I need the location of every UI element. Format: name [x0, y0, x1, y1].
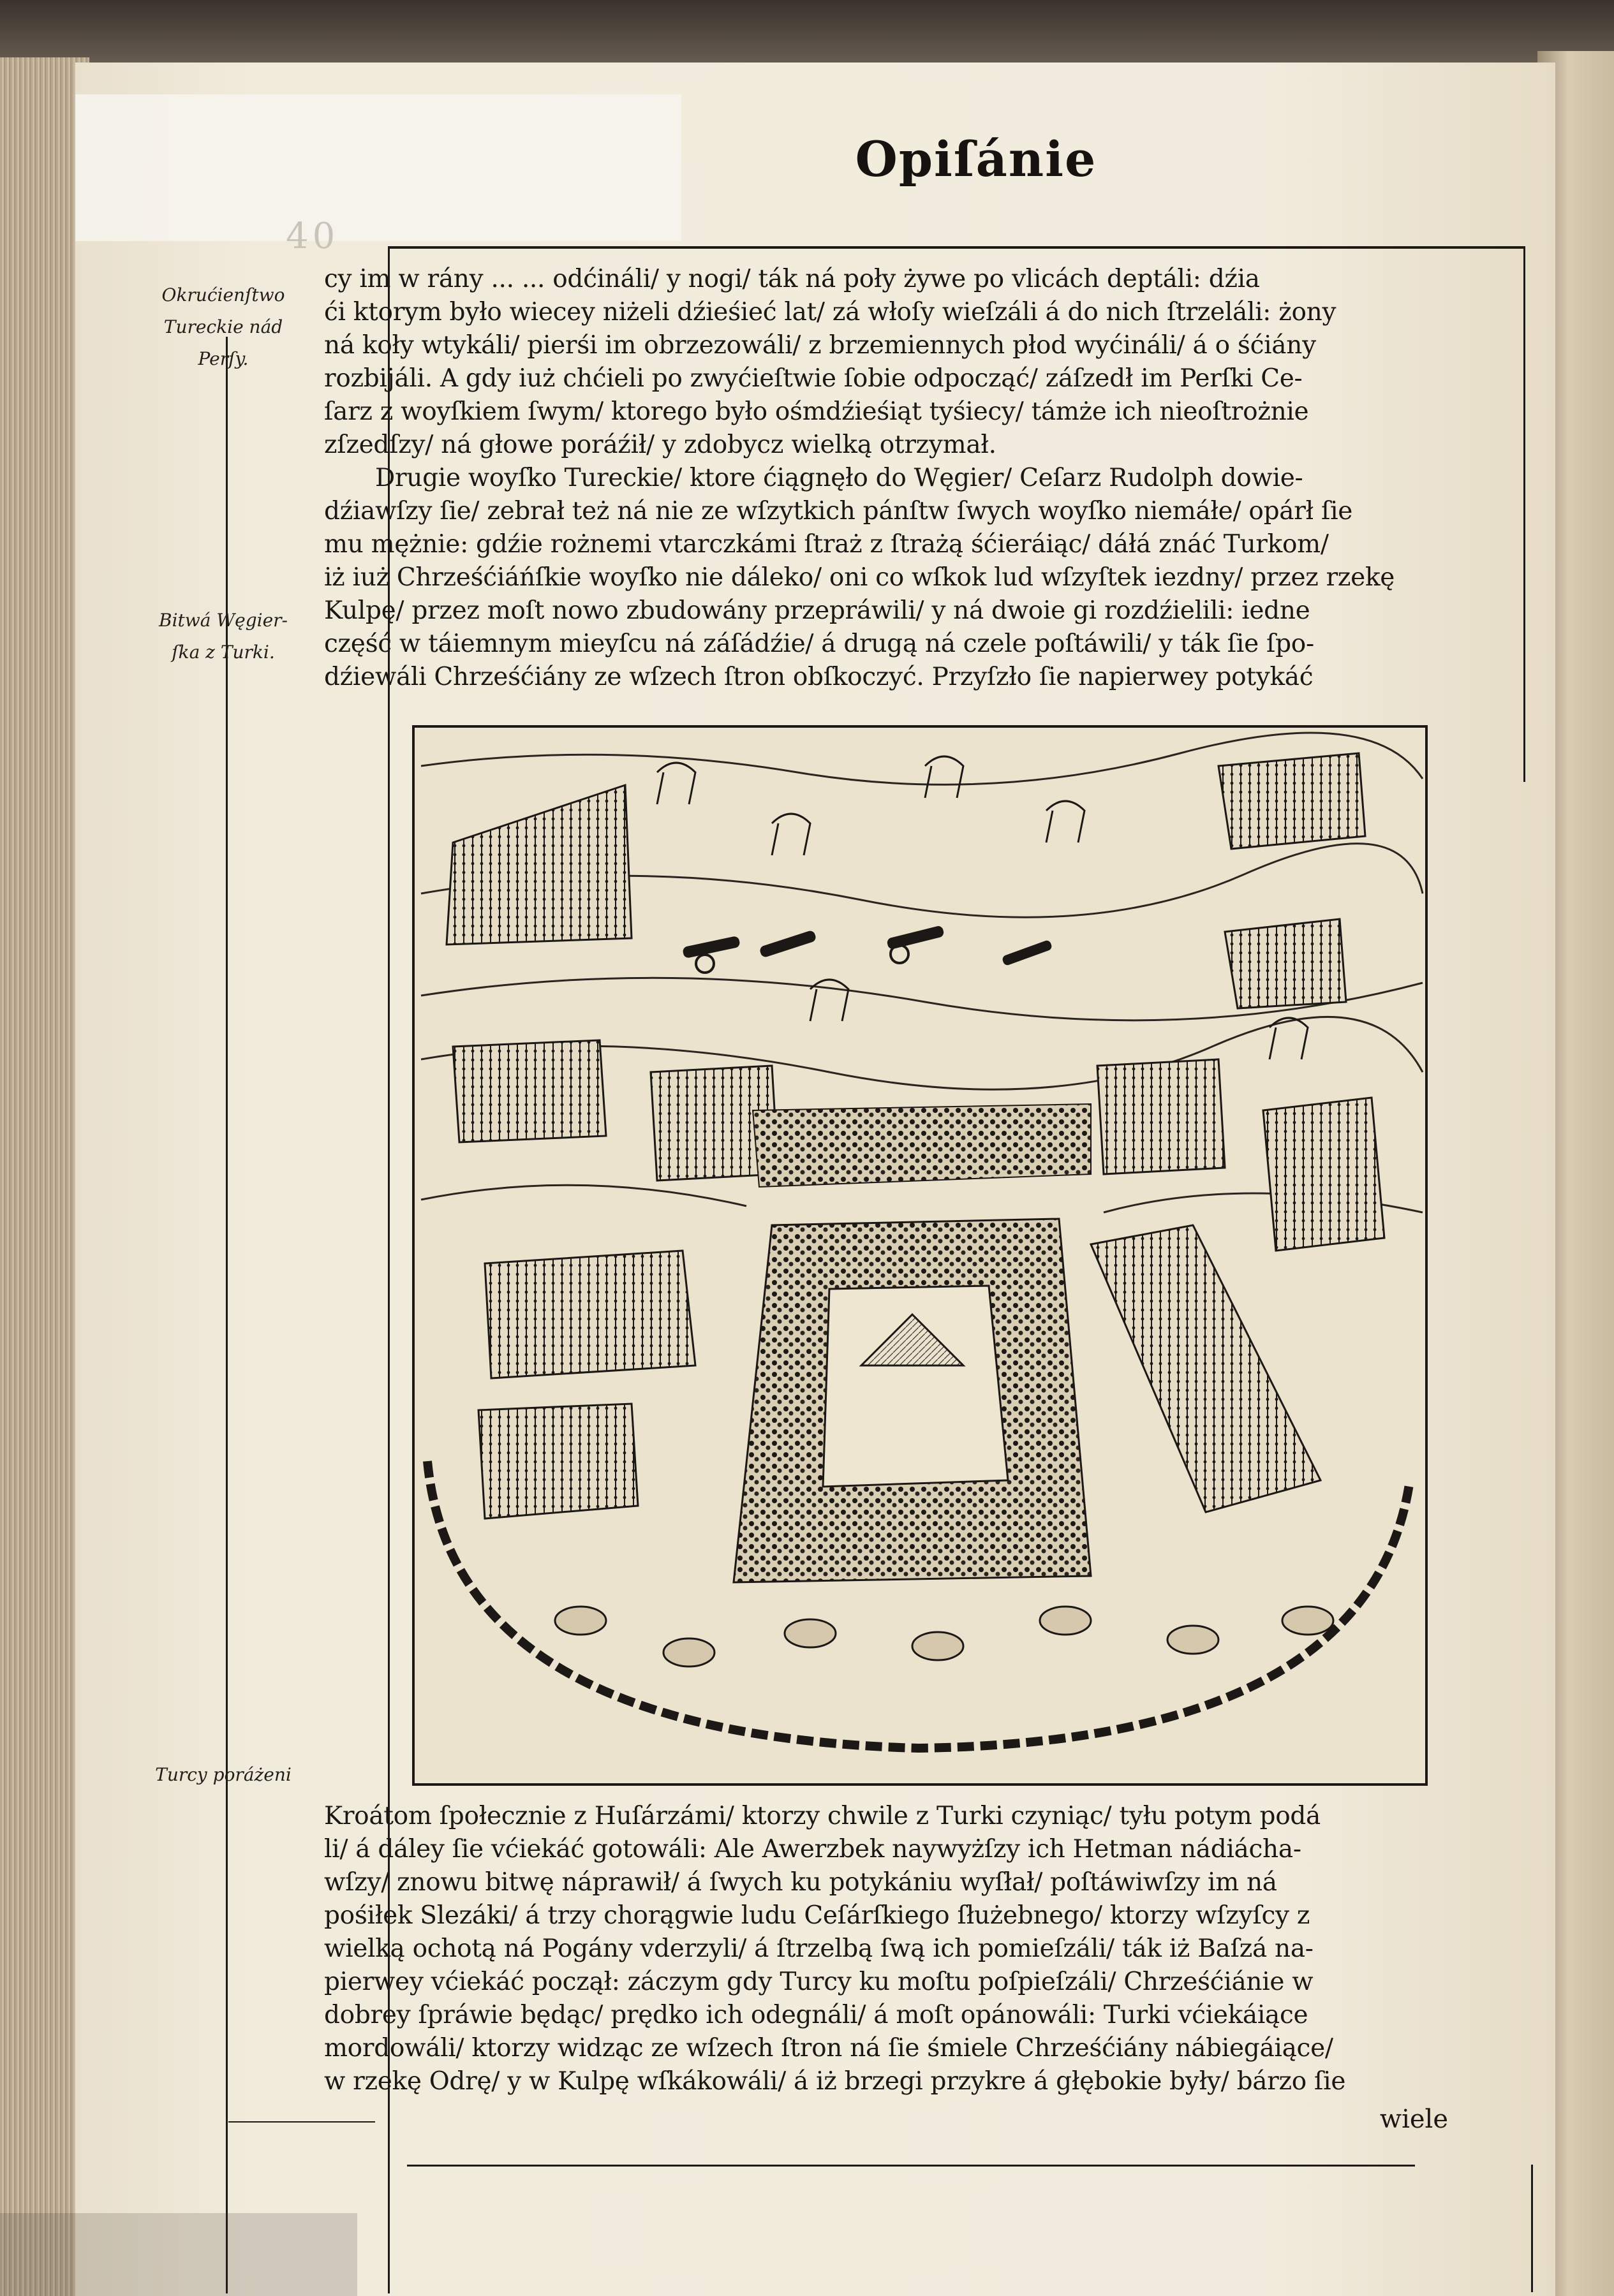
- text-line: ſarz z woyſkiem ſwym/ ktorego było ośmdźieśiąt tyśiecy/ támże ich nieoſtrożnie: [324, 397, 1309, 426]
- marginal-note-3: [153, 1759, 293, 1791]
- page-number: 40: [286, 216, 339, 257]
- body-text-bottom: [324, 1800, 1447, 2098]
- text-line: mordowáli/ ktorzy widząc ze wſzech ſtron ná ſie śmiele Chrześćiány nábiegáiące/: [324, 2034, 1333, 2063]
- text-line: zſzedſzy/ ná głowe poráźił/ y zdobycz wielką otrzymał.: [324, 430, 996, 459]
- text-line: ći ktorym było wiecey niżeli dźieśieć lat/ zá włoſy wieſzáli á do nich ſtrzeláli: żony: [324, 298, 1336, 327]
- text-line: iż iuż Chrześćiáńſkie woyſko nie dáleko/ oni co wſkok lud wſzyſtek iezdny/ przez rzekę: [324, 563, 1395, 592]
- text-line: część w táiemnym mieyſcu ná záſádźie/ á drugą ná czele poſtáwili/ y ták ſie ſpo-: [324, 629, 1314, 658]
- header-rule: [388, 246, 1525, 249]
- marginal-note-1: [153, 279, 293, 375]
- text-line: Drugie woyſko Tureckie/ ktore ćiągnęło do Węgier/ Ceſarz Rudolph dowie-: [375, 464, 1303, 492]
- text-line: pośiłek Slezáki/ á trzy chorągwie ludu Ceſárſkiego ſłużebnego/ ktorzy wſzyſcy z: [324, 1901, 1310, 1930]
- marginal-note-line: Tureckie nád: [163, 316, 283, 337]
- page-right-edge-rule: [1531, 2165, 1533, 2292]
- text-line: wielką ochotą ná Pogány vderzyli/ á ſtrzelbą ſwą ich pomieſzáli/ ták iż Baſzá na-: [324, 1934, 1314, 1963]
- paper-repair-patch: [75, 94, 681, 241]
- woodcut-illustration: [412, 725, 1428, 1786]
- text-line: mu mężnie: gdźie rożnemi vtarczkámi ſtraż z ſtrażą śćieráiąc/ dáłá znáć Turkom/: [324, 530, 1329, 559]
- text-column-right-rule: [1523, 246, 1525, 782]
- running-heading: Opiſánie: [855, 131, 1097, 188]
- central-army-square: [734, 1104, 1091, 1582]
- text-line: dźiawſzy ſie/ zebrał też ná nie ze wſzytkich pánſtw ſwych woyſko niemáłe/ opárł ſie: [324, 497, 1353, 526]
- margin-separator-rule: [228, 2121, 375, 2123]
- marginal-note-2: [153, 605, 293, 668]
- text-line: rozbijáli. A gdy iuż chćieli po zwyćieſtwie ſobie odpocząć/ záſzedł im Perſki Ce-: [324, 364, 1303, 393]
- marginal-note-line: Perſy.: [198, 348, 249, 369]
- text-line: cy im w rány ... ... odćináli/ y nogi/ ták ná poły żywe po vlicách deptáli: dźia: [324, 265, 1260, 293]
- text-line: ná koły wtykáli/ pierśi im obrzezowáli/ z brzemiennych płod wyćináli/ á o śćiány: [324, 331, 1316, 360]
- bottom-rule: [407, 2165, 1415, 2167]
- woodcut-battle-scene: [415, 728, 1425, 1783]
- marginal-note-line: Bitwá Węgier-: [159, 610, 288, 631]
- page-shadow: [0, 2213, 357, 2296]
- text-line: li/ á dáley ſie vćiekáć gotowáli: Ale Awerzbek naywyżſzy ich Hetman nádiácha-: [324, 1835, 1301, 1864]
- text-line: dźiewáli Chrześćiány ze wſzech ſtron obſkoczyć. Przyſzło ſie napierwey potykáć: [324, 663, 1314, 691]
- marginal-note-line: Turcy poráżeni: [155, 1764, 292, 1785]
- marginal-note-line: Okrućienſtwo: [161, 284, 285, 305]
- text-line: dobrey ſpráwie będąc/ prędko ich odegnáli/ á moſt opánowáli: Turki vćiekáiące: [324, 2001, 1308, 2029]
- body-text-top: [324, 263, 1447, 694]
- text-line: wſzy/ znowu bitwę náprawił/ á ſwych ku potykániu wyſłał/ poſtáwiwſzy im ná: [324, 1868, 1277, 1897]
- text-line: pierwey vćiekáć począł: záczym gdy Turcy ku moſtu poſpieſzáli/ Chrześćiánie w: [324, 1968, 1314, 1996]
- catchword: wiele: [1379, 2105, 1448, 2134]
- text-line: Kroátom ſpołecznie z Huſárzámi/ ktorzy chwile z Turki czyniąc/ tyłu potym podá: [324, 1802, 1321, 1830]
- text-line: Kulpę/ przez moſt nowo zbudowány przepráwili/ y ná dwoie gi rozdźielili: iedne: [324, 596, 1310, 625]
- marginal-note-line: ſka z Turki.: [172, 642, 275, 663]
- text-line: w rzekę Odrę/ y w Kulpę wſkákowáli/ á iż brzegi przykre á głębokie były/ bárzo ſie: [324, 2067, 1346, 2096]
- book-top-edge: [0, 0, 1614, 70]
